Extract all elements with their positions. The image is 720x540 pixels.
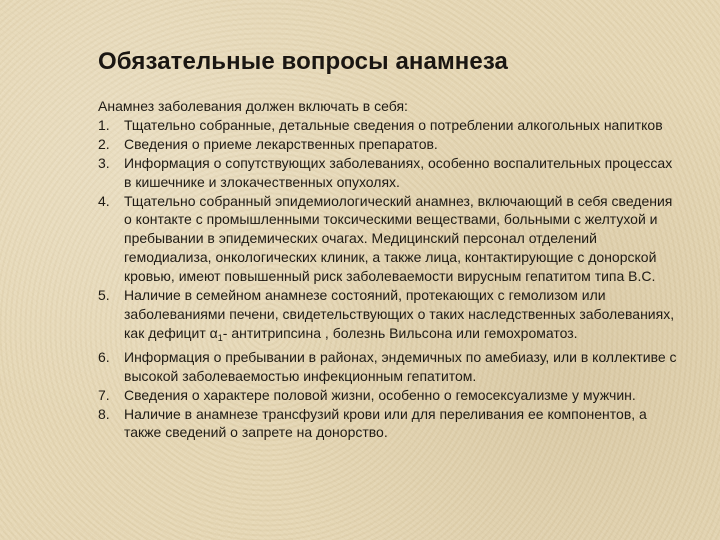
list-item bbox=[98, 116, 678, 135]
item-number: 5. bbox=[98, 287, 110, 304]
list-item bbox=[98, 135, 678, 154]
item-text: Наличие в анамнезе трансфузий крови или для переливания ее компонентов, а также сведений о запрете на донорство. bbox=[124, 405, 647, 441]
list-item bbox=[98, 386, 678, 405]
item-text: Сведения о приеме лекарственных препаратов. bbox=[124, 135, 438, 152]
item-text: Тщательно собранные, детальные сведения о потреблении алкогольных напитков bbox=[124, 116, 663, 133]
item-text: Информация о пребывании в районах, эндемичных по амебиазу, или в коллективе с высокой заболеваемостью инфекционным гепатитом. bbox=[124, 348, 677, 384]
item-number: 1. bbox=[98, 116, 110, 133]
item-text-after: - антитрипсина , болезнь Вильсона или гемохроматоз. bbox=[222, 324, 578, 341]
list-item bbox=[98, 348, 678, 386]
list-item bbox=[98, 286, 678, 348]
item-text: Информация о сопутствующих заболеваниях, особенно воспалительных процессах в кишечнике и злокачественных опухолях. bbox=[124, 154, 673, 190]
item-text: Тщательно собранный эпидемиологический анамнез, включающий в себя сведения о контакте с промышленными токсическими веществами, больными с желтухой и пребывании в эпидемических очагах. Медицинский персонал отделений гемодиализа, онкологических клиник, а также лица, контактирующие с донорской кровью, имеют повышенный риск заболеваемости вирусным гепатитом типа В.С. bbox=[124, 192, 673, 285]
list-item bbox=[98, 192, 678, 287]
item-text: Сведения о характере половой жизни, особенно о гемосексуализме у мужчин. bbox=[124, 386, 636, 403]
item-number: 4. bbox=[98, 192, 110, 209]
intro-text: Анамнез заболевания должен включать в себя: bbox=[98, 98, 408, 114]
item-text-before: Наличие в семейном анамнезе состояний, протекающих с гемолизом или заболеваниями печени, свидетельствующих о таких наследственных заболеваниях, как дефицит α bbox=[124, 287, 675, 341]
slide-title: Обязательные вопросы анамнеза bbox=[98, 48, 509, 75]
item-number: 6. bbox=[98, 348, 110, 365]
slide-body bbox=[98, 97, 678, 442]
list-item bbox=[98, 154, 678, 192]
list-item bbox=[98, 405, 678, 443]
item-number: 8. bbox=[98, 405, 110, 422]
alpha-subscript: 1 bbox=[217, 332, 223, 343]
requirements-list bbox=[98, 116, 678, 442]
item-number: 7. bbox=[98, 386, 110, 403]
item-number: 3. bbox=[98, 154, 110, 171]
item-number: 2. bbox=[98, 135, 110, 152]
